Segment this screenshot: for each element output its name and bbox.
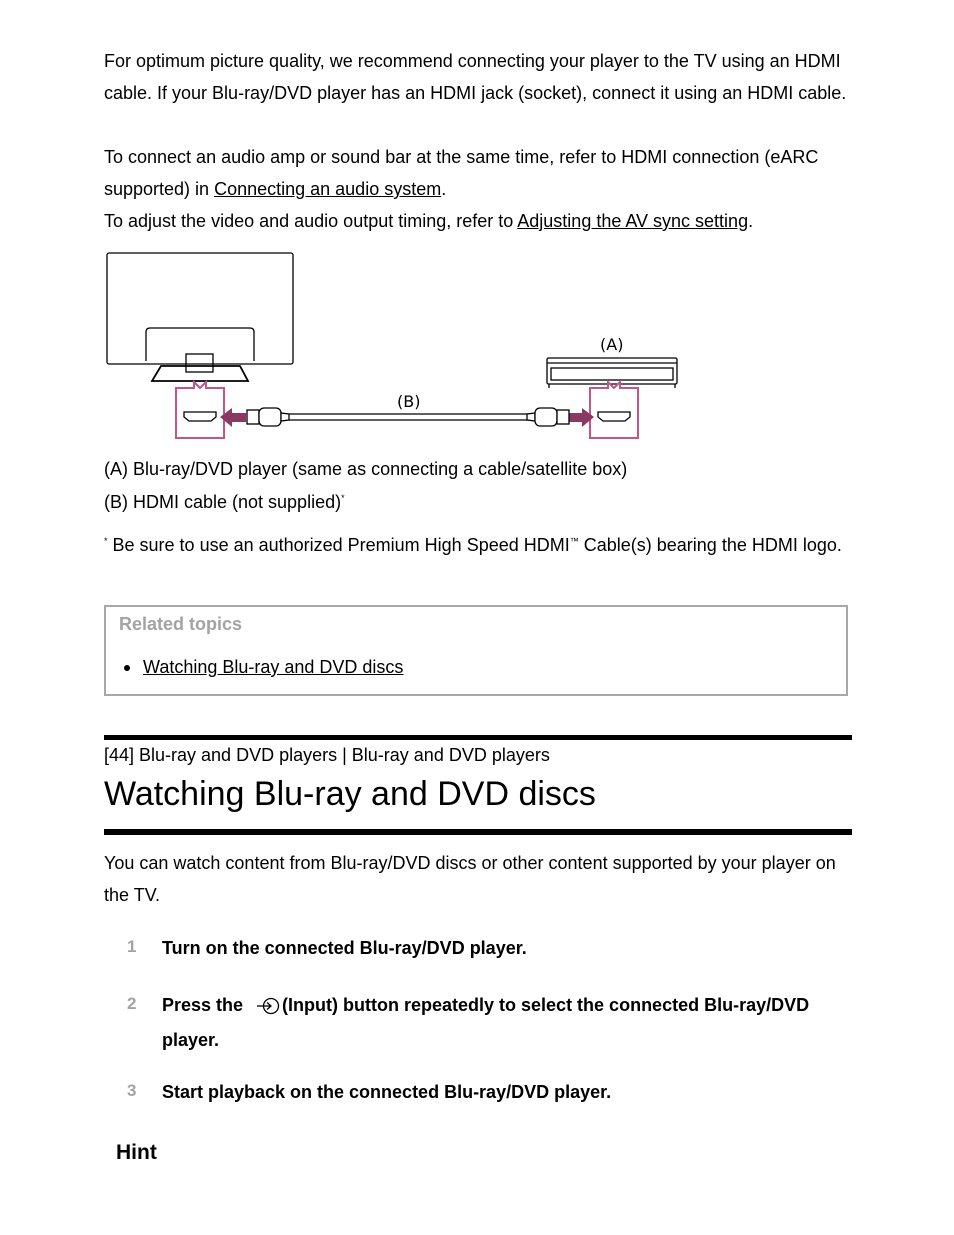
link-av-sync-setting[interactable]: Adjusting the AV sync setting xyxy=(517,211,749,231)
caption-b-footnote-mark: * xyxy=(341,493,345,503)
bullet-icon xyxy=(124,665,130,671)
hint-heading: Hint xyxy=(116,1141,157,1164)
related-topic-item xyxy=(124,657,403,678)
step-2-text xyxy=(162,990,852,1056)
related-topics-title: Related topics xyxy=(119,614,243,634)
intro-paragraph-2-end: . xyxy=(441,179,447,199)
title-bottom-rule xyxy=(104,829,852,835)
intro-paragraph-3-text: To adjust the video and audio output timing, refer to xyxy=(104,211,518,231)
link-watching-bluray-dvd[interactable]: Watching Blu-ray and DVD discs xyxy=(143,657,404,677)
caption-b-text: (B) HDMI cable (not supplied) xyxy=(104,492,342,512)
section-top-rule xyxy=(104,735,852,740)
intro-paragraph-3 xyxy=(104,205,854,237)
step-2-number: 2 xyxy=(127,994,137,1013)
related-topics-box xyxy=(104,605,848,696)
caption-b xyxy=(104,486,345,518)
player-illustration xyxy=(547,358,677,388)
label-a: (A) xyxy=(600,335,624,354)
page-title: Watching Blu-ray and DVD discs xyxy=(104,775,596,813)
step-2-text-end: (Input) button repeatedly to select the connected Blu-ray/DVD player. xyxy=(162,995,810,1050)
tv-hdmi-port xyxy=(176,382,224,438)
tv-illustration xyxy=(107,253,293,381)
link-connecting-audio-system[interactable]: Connecting an audio system xyxy=(214,179,442,199)
breadcrumb: [44] Blu-ray and DVD players | Blu-ray and DVD players xyxy=(104,745,550,765)
player-hdmi-port xyxy=(590,382,638,438)
step-1-text: Turn on the connected Blu-ray/DVD player. xyxy=(162,938,527,958)
footnote-mark: * xyxy=(104,536,108,546)
step-3-number: 3 xyxy=(127,1081,137,1100)
input-icon xyxy=(256,994,280,1025)
footnote-text-end: Cable(s) bearing the HDMI logo. xyxy=(578,535,842,555)
intro-paragraph-3-end: . xyxy=(748,211,754,231)
caption-a: (A) Blu-ray/DVD player (same as connecting a cable/satellite box) xyxy=(104,459,628,479)
intro-paragraph-2 xyxy=(104,141,854,205)
footnote-text: Be sure to use an authorized Premium High Speed HDMI xyxy=(107,535,570,555)
label-b: (B) xyxy=(397,392,421,411)
step-1-number: 1 xyxy=(127,937,137,956)
intro-paragraph-1: For optimum picture quality, we recommend connecting your player to the TV using an HDMI cable. If your Blu-ray/DVD player has an HDMI jack (socket), connect it using an HDMI cable. xyxy=(104,51,847,103)
step-3-text: Start playback on the connected Blu-ray/DVD player. xyxy=(162,1082,612,1102)
step-2-text-start: Press the xyxy=(162,995,249,1015)
section-intro: You can watch content from Blu-ray/DVD discs or other content supported by your player on the TV. xyxy=(104,853,836,905)
footnote xyxy=(104,529,854,561)
connection-diagram xyxy=(100,248,690,444)
trademark-symbol: ™ xyxy=(569,536,579,546)
intro-paragraph-2-text: To connect an audio amp or sound bar at the same time, refer to HDMI connection (eARC supported) in xyxy=(104,147,819,199)
